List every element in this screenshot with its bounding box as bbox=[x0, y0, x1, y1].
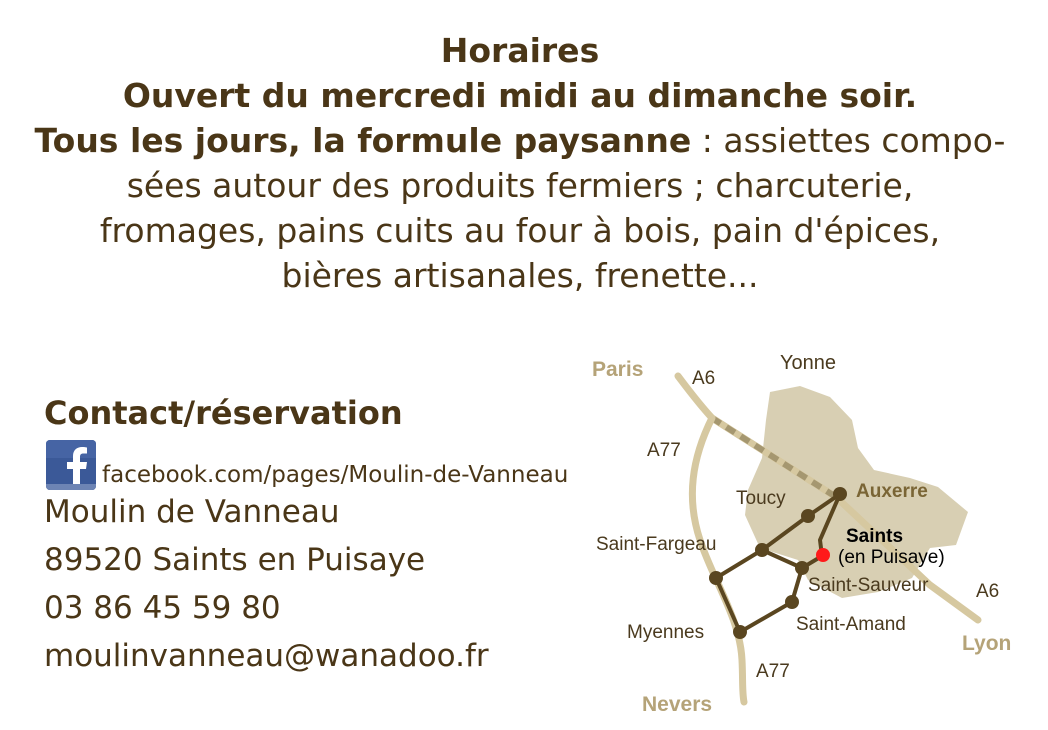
email-address[interactable]: moulinvanneau@wanadoo.fr bbox=[44, 638, 489, 674]
facebook-logo-glyph bbox=[46, 440, 96, 490]
map-label-a77-top: A77 bbox=[647, 440, 681, 461]
map-label-paris: Paris bbox=[592, 358, 644, 381]
map-label-en-puisaye: (en Puisaye) bbox=[838, 547, 945, 568]
hours-title: Horaires bbox=[440, 31, 600, 70]
facebook-link[interactable]: facebook.com/pages/Moulin-de-Vanneau bbox=[102, 462, 569, 488]
town-dot-auxerre bbox=[833, 487, 847, 501]
contact-title: Contact/réservation bbox=[44, 394, 403, 432]
formula-heading: Tous les jours, la formule paysanne bbox=[34, 121, 692, 160]
town-dot-saint-fargeau bbox=[755, 543, 769, 557]
map-label-saint-amand: Saint-Amand bbox=[796, 614, 906, 635]
formula-text-1: : assiettes compo- bbox=[691, 121, 1006, 160]
formula-line-3: fromages, pains cuits au four à bois, pain d'épices, bbox=[99, 211, 941, 250]
highway-a77 bbox=[692, 418, 744, 702]
business-name: Moulin de Vanneau bbox=[44, 494, 340, 530]
town-dot-myennes-area bbox=[709, 571, 723, 585]
facebook-icon[interactable] bbox=[46, 440, 96, 490]
opening-days: Ouvert du mercredi midi au dimanche soir. bbox=[122, 76, 918, 115]
location-map bbox=[560, 340, 1048, 730]
postal-address: 89520 Saints en Puisaye bbox=[44, 542, 426, 578]
map-label-saint-fargeau: Saint-Fargeau bbox=[596, 534, 717, 555]
town-dot-toucy bbox=[801, 509, 815, 523]
formula-line-1 bbox=[20, 118, 1020, 163]
saints-marker bbox=[816, 548, 830, 562]
map-label-myennes: Myennes bbox=[627, 622, 705, 643]
formula-line-4: bières artisanales, frenette... bbox=[281, 256, 759, 295]
map-label-yonne: Yonne bbox=[780, 352, 836, 374]
formula-line-2: sées autour des produits fermiers ; charcuterie, bbox=[126, 166, 914, 205]
map-label-lyon: Lyon bbox=[962, 632, 1012, 655]
map-label-nevers: Nevers bbox=[642, 693, 713, 716]
town-dot-saint-amand bbox=[785, 595, 799, 609]
map-label-saint-sauveur: Saint-Sauveur bbox=[808, 575, 929, 596]
map-label-toucy: Toucy bbox=[736, 488, 786, 509]
map-label-a77-bottom: A77 bbox=[756, 661, 790, 682]
map-label-saints: Saints bbox=[846, 526, 904, 547]
hours-section bbox=[20, 28, 1020, 298]
map-label-a6-bottom: A6 bbox=[976, 581, 1000, 602]
phone-number[interactable]: 03 86 45 59 80 bbox=[44, 590, 281, 626]
map-label-a6-top: A6 bbox=[692, 368, 716, 389]
map-label-auxerre: Auxerre bbox=[856, 481, 928, 502]
town-dot-saint-sauveur bbox=[795, 561, 809, 575]
town-dot-myennes bbox=[733, 625, 747, 639]
